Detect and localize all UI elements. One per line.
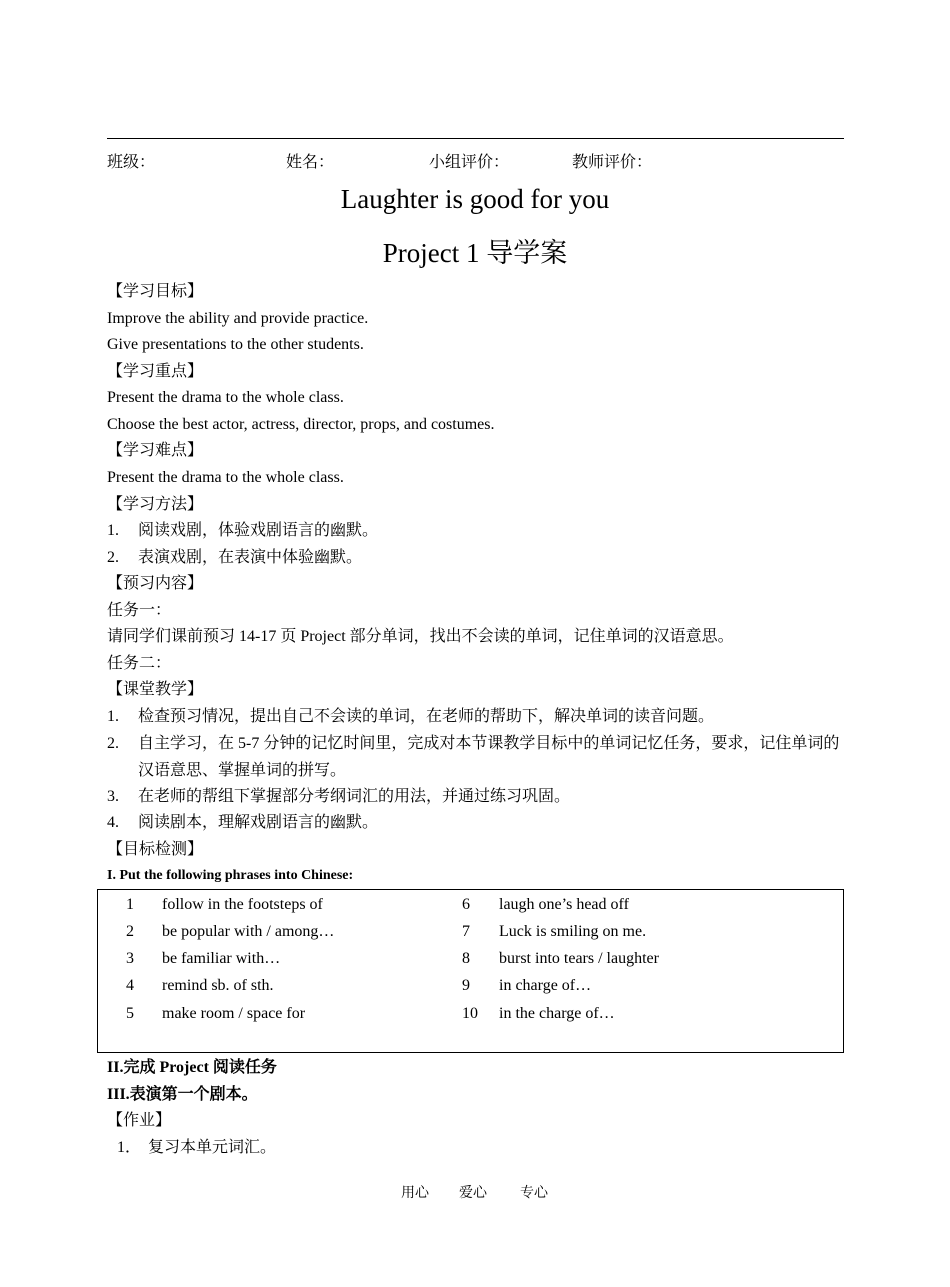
page-title: Laughter is good for you [340,184,610,214]
phrase-text: in the charge of… [499,1005,615,1022]
footer-text: 专心 [520,1186,548,1201]
phrase-number: 1 [126,896,134,913]
phrase-text: be familiar with… [162,950,281,967]
section-iii: III.表演第一个剧本。 [107,1086,258,1103]
phrase-number: 4 [126,977,134,994]
teacher-eval-label: 教师评价： [572,154,653,171]
phrase-text: follow in the footsteps of [162,896,323,913]
phrase-text: Luck is smiling on me. [499,923,647,940]
method-number: 1. [107,522,119,539]
classroom-number: 3. [107,788,119,805]
phrase-text: burst into tears / laughter [499,950,659,967]
difficulty-item: Present the drama to the whole class. [107,469,344,486]
phrase-text: be popular with / among… [162,923,335,940]
task1-text: 请同学们课前预习 14-17 页 Project 部分单词，找出不会读的单词，记住单词的汉语意思。 [107,628,734,645]
phrase-text: laugh one’s head off [499,896,629,913]
method-number: 2. [107,549,119,566]
name-label: 姓名： [286,154,335,171]
phrase-number: 8 [462,950,470,967]
section-i-instruction: I. Put the following phrases into Chinese: [107,868,354,883]
class-label: 班级： [107,154,156,171]
method-text: 表演戏剧，在表演中体验幽默。 [138,549,363,566]
phrase-table [97,889,844,1053]
group-eval-label: 小组评价： [429,154,510,171]
classroom-text: 在老师的帮组下掌握部分考纲词汇的用法，并通过练习巩固。 [138,788,571,805]
classroom-text: 自主学习，在 5-7 分钟的记忆时间里，完成对本节课教学目标中的单词记忆任务，要求，记住单词的汉语意思、掌握单词的拼写。 [138,735,840,779]
classroom-number: 2. [107,735,119,752]
methods-heading: 【学习方法】 [107,496,204,513]
task1-label: 任务一： [107,602,172,619]
assessment-heading: 【目标检测】 [107,841,204,858]
key-points-heading: 【学习重点】 [107,363,204,380]
phrase-number: 10 [462,1005,478,1022]
header-rule [107,138,844,139]
phrase-number: 5 [126,1005,134,1022]
objective-item: Improve the ability and provide practice. [107,310,369,327]
method-text: 阅读戏剧，体验戏剧语言的幽默。 [138,522,379,539]
key-point-item: Present the drama to the whole class. [107,389,344,406]
student-info-row [107,149,844,169]
page-subtitle: Project 1 导学案 [382,238,568,268]
classroom-number: 1. [107,708,119,725]
key-point-item: Choose the best actor, actress, director, props, and costumes. [107,416,495,433]
difficulties-heading: 【学习难点】 [107,442,204,459]
section-ii: II.完成 Project 阅读任务 [107,1059,277,1076]
objectives-heading: 【学习目标】 [107,283,204,300]
homework-text: 复习本单元词汇。 [148,1139,277,1156]
footer-text: 爱心 [459,1186,487,1201]
task2-label: 任务二： [107,655,172,672]
classroom-heading: 【课堂教学】 [107,681,204,698]
preview-heading: 【预习内容】 [107,575,204,592]
phrase-text: make room / space for [162,1005,306,1022]
phrase-number: 2 [126,923,134,940]
homework-number: 1． [117,1139,142,1156]
classroom-text: 检查预习情况，提出自己不会读的单词，在老师的帮助下，解决单词的读音问题。 [138,708,715,725]
classroom-number: 4. [107,814,119,831]
phrase-number: 3 [126,950,134,967]
phrase-number: 9 [462,977,470,994]
homework-heading: 【作业】 [107,1112,172,1129]
phrase-text: remind sb. of sth. [162,977,274,994]
classroom-text: 阅读剧本，理解戏剧语言的幽默。 [138,814,379,831]
footer-text: 用心 [401,1186,429,1201]
objective-item: Give presentations to the other students. [107,336,364,353]
phrase-number: 6 [462,896,470,913]
phrase-number: 7 [462,923,470,940]
phrase-text: in charge of… [499,977,592,994]
